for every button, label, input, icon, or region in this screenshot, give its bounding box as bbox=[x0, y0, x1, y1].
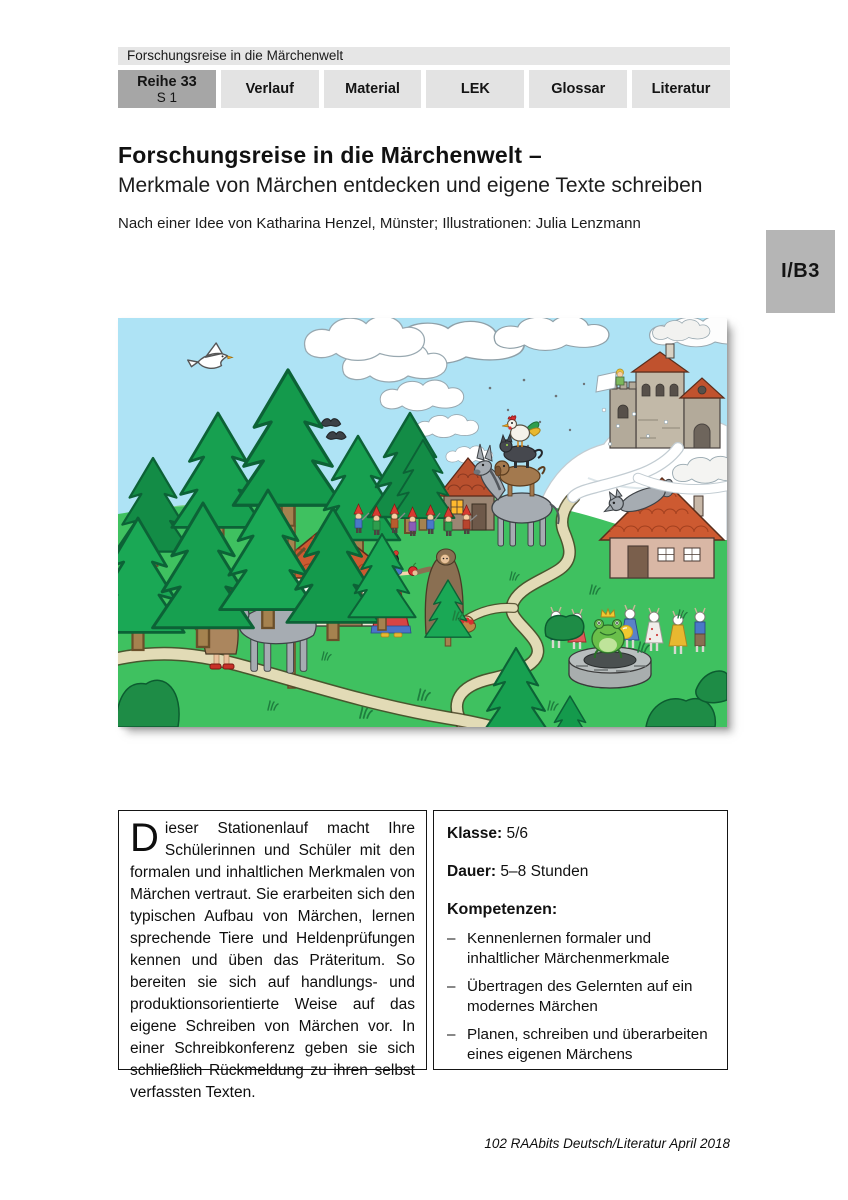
page-subtitle: Merkmale von Märchen entdecken und eigene Texte schreiben bbox=[118, 174, 703, 197]
kompetenz-item: – Planen, schreiben und überarbeiten eines eigenen Märchens bbox=[447, 1026, 708, 1063]
tab-lek: LEK bbox=[426, 70, 524, 108]
maerchenwelt-scene bbox=[118, 318, 727, 727]
facts-box bbox=[433, 810, 728, 1070]
dauer-label: Dauer: bbox=[447, 863, 497, 880]
section-code-badge: I/B3 bbox=[766, 230, 835, 313]
page-title: Forschungsreise in die Märchenwelt – bbox=[118, 142, 542, 168]
dash-marker: – bbox=[447, 1026, 456, 1043]
intro-paragraph bbox=[130, 818, 415, 1104]
tab-literatur: Literatur bbox=[632, 70, 730, 108]
tab-reihe bbox=[118, 70, 216, 108]
dauer-value: 5–8 Stunden bbox=[500, 863, 589, 880]
tab-label: Reihe 33 bbox=[137, 73, 197, 90]
tab-sublabel: S 1 bbox=[156, 89, 178, 105]
tab-material: Material bbox=[324, 70, 422, 108]
page-header-strip: Forschungsreise in die Märchenwelt bbox=[118, 47, 730, 65]
dash-marker: – bbox=[447, 978, 456, 995]
kompetenz-item: – Übertragen des Gelernten auf ein modernes Märchen bbox=[447, 978, 693, 1015]
tab-glossar: Glossar bbox=[529, 70, 627, 108]
kompetenz-item: – Kennenlernen formaler und inhaltlicher Märchenmerkmale bbox=[447, 930, 670, 967]
dauer-row bbox=[447, 862, 714, 882]
byline: Nach einer Idee von Katharina Henzel, Münster; Illustrationen: Julia Lenzmann bbox=[118, 215, 641, 232]
tab-verlauf: Verlauf bbox=[221, 70, 319, 108]
kompetenzen-heading: Kompetenzen: bbox=[447, 901, 558, 918]
dash-marker: – bbox=[447, 930, 456, 947]
intro-text-box bbox=[118, 810, 427, 1101]
fairy-tale-illustration bbox=[118, 318, 727, 727]
intro-text: ieser Stationenlauf macht Ihre Schülerinnen und Schüler mit den formalen und inhaltlichen Merkmalen von Märchen vertraut. Sie erarbeiten sich den typischen Aufbau von Märchen, lernen sprechende Tiere und Heldenprüfungen kennen und üben das Präteritum. So bereiten sie sich auf handlungs- und produktionsorientierte Weise auf das eigene Schreiben von Märchen vor. In einer Schreibkonferenz geben sie sich schließlich Rückmeldung zu ihren selbst verfassten Texten. bbox=[130, 820, 415, 1101]
drop-cap: D bbox=[130, 816, 159, 860]
tab-row bbox=[118, 70, 730, 108]
klasse-label: Klasse: bbox=[447, 825, 503, 842]
page-footer: 102 RAAbits Deutsch/Literatur April 2018 bbox=[484, 1136, 730, 1151]
klasse-value: 5/6 bbox=[506, 825, 529, 842]
klasse-row bbox=[447, 824, 714, 844]
